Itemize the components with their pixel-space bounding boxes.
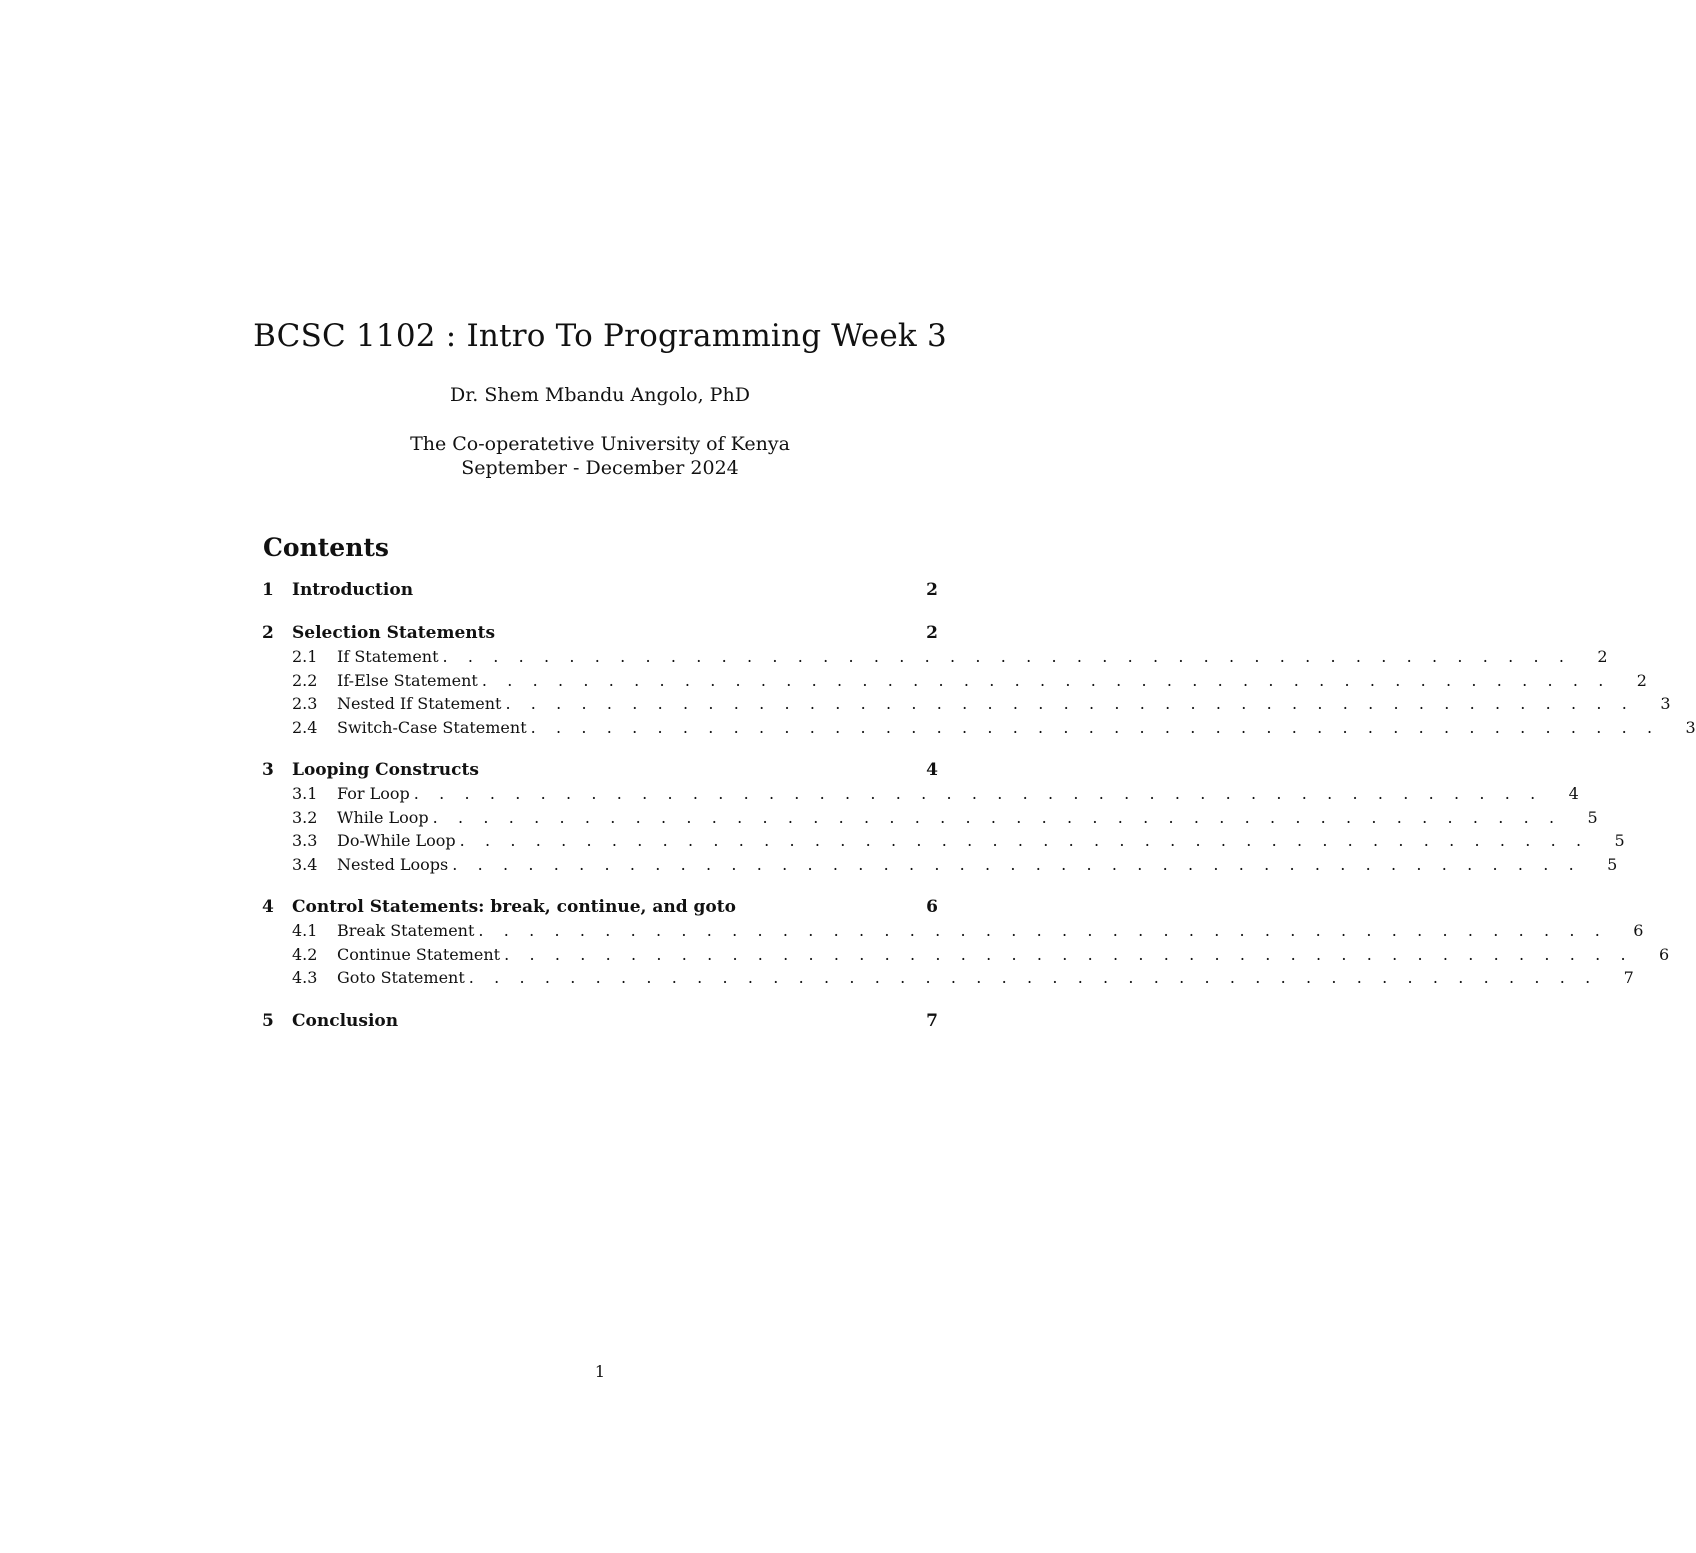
toc-subsection[interactable]	[262, 968, 1634, 992]
toc-section[interactable]	[262, 760, 938, 784]
dot-leader: . . . . . . . . . . . . . . . . . . . . . . . . . . . . . . . . . . . . . . . . . . . . .	[505, 694, 1635, 713]
toc-subsection-title: Switch-Case Statement	[337, 717, 527, 737]
toc-page-number: 5	[1614, 831, 1625, 850]
toc-subsection[interactable]	[262, 670, 1647, 695]
toc-page-number: 3	[1660, 694, 1671, 713]
toc-subsection-number: 3.3	[292, 831, 318, 850]
toc-section[interactable]	[262, 623, 938, 647]
toc-subsection-number: 2.3	[292, 694, 318, 713]
toc-subsection[interactable]	[262, 784, 1579, 808]
toc-page-number: 4	[1568, 784, 1579, 803]
toc-page-number: 7	[926, 1010, 938, 1031]
toc-subsection[interactable]	[262, 831, 1625, 855]
toc-page-number: 5	[1587, 807, 1598, 827]
toc-page-number: 2	[1636, 670, 1647, 690]
toc-section-number: 3	[262, 760, 274, 780]
toc-subsection-number: 3.2	[292, 807, 318, 827]
toc-section-title: Introduction	[292, 580, 414, 600]
toc-subsection-number: 4.2	[292, 944, 318, 964]
toc-page-number: 4	[926, 760, 938, 780]
dot-leader: . . . . . . . . . . . . . . . . . . . . . . . . . . . . . . . . . . . . . . . . . . . . .	[478, 921, 1608, 940]
dot-leader: . . . . . . . . . . . . . . . . . . . . . . . . . . . . . . . . . . . . . . . . . . . . .	[481, 670, 1611, 690]
toc-section-number: 2	[262, 623, 274, 643]
toc-page-number: 6	[926, 897, 938, 917]
toc-section-number: 4	[262, 897, 274, 917]
toc-section-number: 1	[262, 580, 274, 600]
table-of-contents	[262, 580, 1696, 1035]
dot-leader: . . . . . . . . . . . . . . . . . . . . . . . . . . . . . . . . . . . . . . . . . . . . .	[459, 831, 1589, 850]
toc-subsection-title: If Statement	[337, 647, 439, 666]
toc-subsection[interactable]	[262, 854, 1618, 879]
toc-subsection[interactable]	[262, 807, 1598, 832]
toc-page-number: 2	[926, 580, 938, 600]
toc-subsection-number: 2.4	[292, 717, 318, 737]
dot-leader: . . . . . . . . . . . . . . . . . . . . . . . . . . . . . . . . . . . . . . . . . . . . .	[413, 784, 1543, 803]
toc-subsection-number: 3.4	[292, 854, 318, 874]
term-dates: September - December 2024	[461, 457, 739, 479]
toc-section-title: Selection Statements	[292, 623, 496, 643]
toc-page-number: 2	[926, 623, 938, 643]
affiliation-block	[0, 432, 1200, 480]
toc-subsection-title: Do-While Loop	[337, 831, 456, 850]
toc-subsection[interactable]	[262, 944, 1670, 969]
toc-section[interactable]	[262, 580, 938, 604]
toc-page-number: 7	[1623, 968, 1634, 987]
author-name: Dr. Shem Mbandu Angolo, PhD	[450, 384, 750, 406]
dot-leader: . . . . . . . . . . . . . . . . . . . . . . . . . . . . . . . . . . . . . . . . . . . . .	[442, 647, 1572, 666]
toc-page-number: 2	[1597, 647, 1608, 666]
dot-leader: . . . . . . . . . . . . . . . . . . . . . . . . . . . . . . . . . . . . . . . . . . . . .	[468, 968, 1598, 987]
toc-subsection[interactable]	[262, 694, 1671, 718]
contents-heading: Contents	[263, 533, 390, 562]
toc-page-number: 5	[1607, 854, 1618, 874]
toc-subsection-title: For Loop	[337, 784, 410, 803]
toc-section-title: Conclusion	[292, 1010, 399, 1031]
toc-page-number: 3	[1685, 717, 1696, 737]
toc-subsection[interactable]	[262, 921, 1644, 945]
toc-subsection-title: Nested If Statement	[337, 694, 502, 713]
toc-subsection-title: Continue Statement	[337, 944, 501, 964]
dot-leader: . . . . . . . . . . . . . . . . . . . . . . . . . . . . . . . . . . . . . . . . . . . . .	[432, 807, 1562, 827]
toc-subsection[interactable]	[262, 647, 1608, 671]
toc-subsection-title: Goto Statement	[337, 968, 465, 987]
toc-subsection-title: Break Statement	[337, 921, 475, 940]
toc-subsection-title: While Loop	[337, 807, 429, 827]
toc-subsection[interactable]	[262, 717, 1696, 742]
toc-subsection-title: Nested Loops	[337, 854, 449, 874]
toc-subsection-number: 4.3	[292, 968, 318, 987]
document-title: BCSC 1102 : Intro To Programming Week 3	[253, 318, 947, 354]
toc-page-number: 6	[1658, 944, 1670, 964]
toc-subsection-title: If-Else Statement	[337, 670, 478, 690]
dot-leader: . . . . . . . . . . . . . . . . . . . . . . . . . . . . . . . . . . . . . . . . . . . . .	[452, 854, 1582, 874]
toc-subsection-number: 2.1	[292, 647, 318, 666]
toc-section[interactable]	[262, 897, 938, 921]
toc-section-title: Control Statements: break, continue, and goto	[292, 897, 736, 917]
toc-subsection-number: 2.2	[292, 670, 318, 690]
toc-section-number: 5	[262, 1010, 274, 1031]
toc-subsection-number: 4.1	[292, 921, 318, 940]
toc-section-title: Looping Constructs	[292, 760, 479, 780]
institution-name: The Co-operatetive University of Kenya	[410, 433, 790, 455]
dot-leader: . . . . . . . . . . . . . . . . . . . . . . . . . . . . . . . . . . . . . . . . . . . . .	[504, 944, 1634, 964]
page-number: 1	[594, 1362, 606, 1381]
toc-subsection-number: 3.1	[292, 784, 318, 803]
toc-page-number: 6	[1633, 921, 1644, 940]
toc-section[interactable]	[262, 1011, 938, 1035]
dot-leader: . . . . . . . . . . . . . . . . . . . . . . . . . . . . . . . . . . . . . . . . . . . . .	[530, 717, 1660, 737]
